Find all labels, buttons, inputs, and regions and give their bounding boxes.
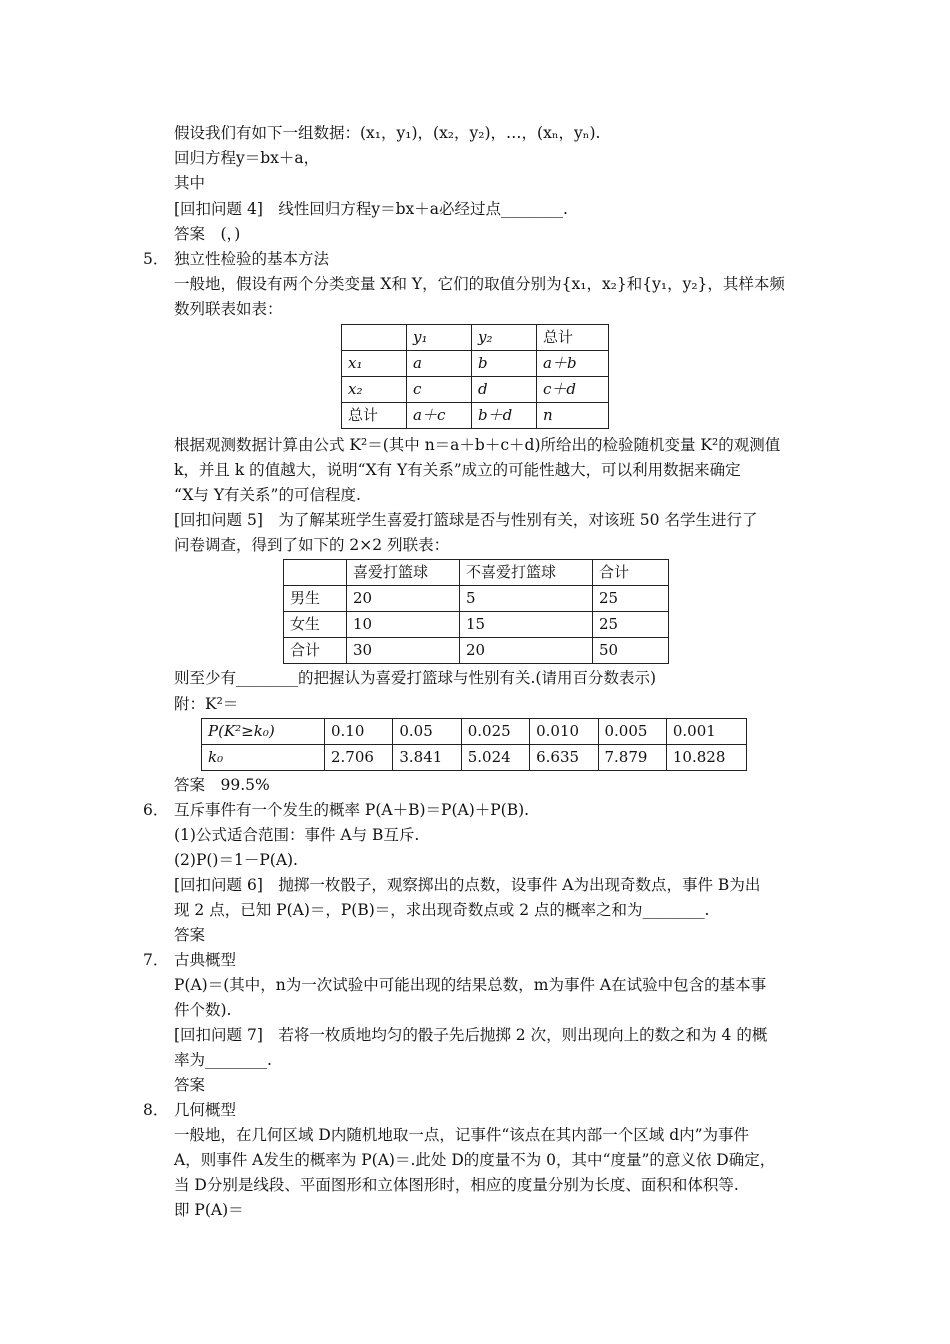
table-cell: 2.706	[325, 745, 393, 771]
s5-paragraph-line: 数列联表如表：	[174, 300, 283, 318]
table-cell: 0.005	[598, 719, 666, 745]
s5-paragraph-line: k，并且 k 的值越大，说明“X有 Y有关系”成立的可能性越大，可以利用数据来确定	[174, 461, 741, 479]
table-cell: c	[407, 377, 472, 403]
s5-number: 5．	[143, 250, 169, 268]
s8-heading: 几何概型	[174, 1101, 237, 1119]
s6-heading: 互斥事件有一个发生的概率 P(A＋B)＝P(A)＋P(B).	[174, 801, 530, 819]
table-cell: 30	[347, 638, 460, 664]
s8-paragraph-line: 即 P(A)＝	[174, 1201, 244, 1219]
s7-paragraph-line: P(A)＝(其中，n为一次试验中可能出现的结果总数，m为事件 A在试验中包含的基本事	[174, 976, 767, 994]
table-cell: 5.024	[461, 745, 529, 771]
s7-answer: 答案	[174, 1076, 206, 1094]
table-cell: 男生	[284, 586, 347, 612]
s8-number: 8．	[143, 1101, 169, 1119]
table-cell: 7.879	[598, 745, 666, 771]
table-cell: k₀	[202, 745, 325, 771]
s4-answer: 答案 (，)	[174, 225, 241, 243]
table-cell: 3.841	[393, 745, 461, 771]
s6-review-question: 现 2 点，已知 P(A)＝，P(B)＝，求出现奇数点或 2 点的概率之和为________.	[174, 901, 710, 919]
table-cell: 5	[460, 586, 593, 612]
table-cell: c＋d	[537, 377, 609, 403]
table-cell	[284, 560, 347, 586]
s4-review-question: [回扣问题 4] 线性回归方程y＝bx＋a必经过点________.	[174, 200, 568, 218]
table-cell: 0.10	[325, 719, 393, 745]
s5-paragraph-line: 一般地，假设有两个分类变量 X和 Y，它们的取值分别为{x₁，x₂}和{y₁，y₂}，其样本频	[174, 275, 785, 293]
table-cell	[342, 325, 407, 351]
table-cell: 20	[347, 586, 460, 612]
s5-paragraph-line: “X与 Y有关系”的可信程度.	[174, 486, 361, 504]
table-cell: 总计	[342, 403, 407, 429]
table-cell: d	[472, 377, 537, 403]
s6-number: 6．	[143, 801, 169, 819]
s5-review-question: 问卷调查，得到了如下的 2×2 列联表：	[174, 536, 450, 554]
table-cell: 6.635	[530, 745, 598, 771]
table-cell: y₂	[472, 325, 537, 351]
table-cell: 50	[593, 638, 669, 664]
table-cell: 合计	[284, 638, 347, 664]
s4-regression-line: 回归方程y＝bx＋a，	[174, 149, 320, 167]
table-cell: 10.828	[666, 745, 746, 771]
table-cell: a＋b	[537, 351, 609, 377]
table-cell: P(K²≥k₀)	[202, 719, 325, 745]
table-cell: 女生	[284, 612, 347, 638]
s6-paragraph-line: (2)P()＝1－P(A).	[174, 851, 298, 869]
table-cell: 15	[460, 612, 593, 638]
critical-value-table	[201, 718, 747, 771]
table-cell: 0.025	[461, 719, 529, 745]
s6-paragraph-line: (1)公式适合范围：事件 A与 B互斥.	[174, 826, 420, 844]
table-cell: b＋d	[472, 403, 537, 429]
table-cell: 0.010	[530, 719, 598, 745]
s7-heading: 古典概型	[174, 951, 237, 969]
s5-review-question: [回扣问题 5] 为了解某班学生喜爱打篮球是否与性别有关，对该班 50 名学生进行了	[174, 511, 758, 529]
s8-paragraph-line: 当 D分别是线段、平面图形和立体图形时，相应的度量分别为长度、面积和体积等.	[174, 1176, 739, 1194]
table-cell: x₂	[342, 377, 407, 403]
table-cell: y₁	[407, 325, 472, 351]
table-cell: x₁	[342, 351, 407, 377]
s7-review-question: [回扣问题 7] 若将一枚质地均匀的骰子先后抛掷 2 次，则出现向上的数之和为 4 的概	[174, 1026, 768, 1044]
table-cell: 喜爱打篮球	[347, 560, 460, 586]
basketball-contingency-table	[283, 559, 669, 664]
table-cell: 不喜爱打篮球	[460, 560, 593, 586]
s8-paragraph-line: 一般地，在几何区域 D内随机地取一点，记事件“该点在其内部一个区域 d内”为事件	[174, 1126, 750, 1144]
s6-answer: 答案	[174, 926, 206, 944]
s5-review-question: 则至少有________的把握认为喜爱打篮球与性别有关.(请用百分数表示)	[174, 669, 657, 687]
table-cell: 合计	[593, 560, 669, 586]
s4-data-line: 假设我们有如下一组数据：(x₁，y₁)，(x₂，y₂)，…，(xₙ，yₙ).	[174, 124, 601, 142]
s7-review-question: 率为________.	[174, 1051, 272, 1069]
s4-where-line: 其中	[174, 174, 206, 192]
s7-paragraph-line: 件个数).	[174, 1001, 232, 1019]
s7-number: 7．	[143, 951, 169, 969]
s8-paragraph-line: A，则事件 A发生的概率为 P(A)＝.此处 D的度量不为 0，其中“度量”的意义依 D确定，	[174, 1151, 776, 1169]
table-cell: a	[407, 351, 472, 377]
table-cell: n	[537, 403, 609, 429]
contingency-table-general	[341, 324, 609, 429]
table-cell: 25	[593, 586, 669, 612]
s6-review-question: [回扣问题 6] 抛掷一枚骰子，观察掷出的点数，设事件 A为出现奇数点，事件 B为出	[174, 876, 761, 894]
s5-answer: 答案 99.5%	[174, 776, 270, 794]
s5-heading: 独立性检验的基本方法	[174, 250, 330, 268]
table-cell: 25	[593, 612, 669, 638]
table-cell: 0.05	[393, 719, 461, 745]
s5-appendix-label: 附：K²＝	[174, 695, 239, 713]
table-cell: 10	[347, 612, 460, 638]
table-cell: b	[472, 351, 537, 377]
s5-formula-line: 根据观测数据计算由公式 K²＝(其中 n＝a＋b＋c＋d)所给出的检验随机变量 K²的观测值	[174, 436, 781, 454]
table-cell: a＋c	[407, 403, 472, 429]
table-cell: 20	[460, 638, 593, 664]
table-cell: 0.001	[666, 719, 746, 745]
table-cell: 总计	[537, 325, 609, 351]
